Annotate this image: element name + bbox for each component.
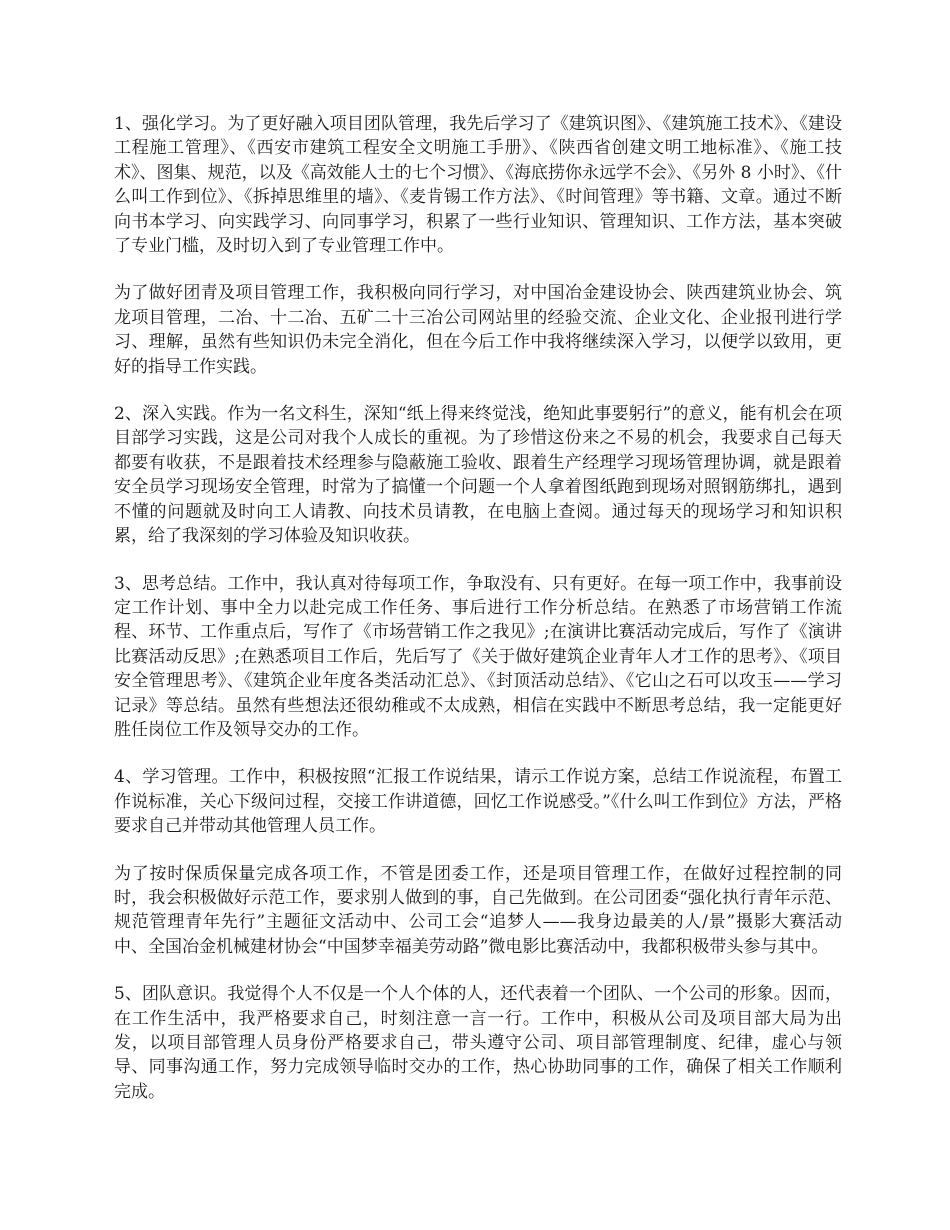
paragraph-reflection: 3、思考总结。工作中，我认真对待每项工作，争取没有、只有更好。在每一项工作中，我事前设定工作计划、事中全力以赴完成工作任务、事后进行工作分析总结。在熟悉了市场营销工作流程、环节、工作重点后，写作了《市场营销工作之我见》;在演讲比赛活动完成后，写作了《演讲比赛活动反思》;在熟悉项目工作后，先后写了《关于做好建筑企业青年人才工作的思考》、《项目安全管理思考》、《建筑企业年度各类活动汇总》、《封顶活动总结》、《它山之石可以攻玉——学习记录》等总结。虽然有些想法还很幼稚或不太成熟，相信在实践中不断思考总结，我一定能更好胜任岗位工作及领导交办的工作。 xyxy=(114,573,842,740)
paragraph-practice: 2、深入实践。作为一名文科生，深知“纸上得来终觉浅，绝知此事要躬行”的意义，能有机会在项目部学习实践，这是公司对我个人成长的重视。为了珍惜这份来之不易的机会，我要求自己每天都要有收获，不是跟着技术经理参与隐蔽施工验收、跟着生产经理学习现场管理协调，就是跟着安全员学习现场安全管理，时常为了搞懂一个问题一个人拿着图纸跑到现场对照钢筋绑扎，遇到不懂的问题就及时向工人请教、向技术员请教，在电脑上查阅。通过每天的现场学习和知识积累，给了我深刻的学习体验及知识收获。 xyxy=(114,404,842,547)
paragraph-management: 4、学习管理。工作中，积极按照“汇报工作说结果，请示工作说方案，总结工作说流程，布置工作说标准，关心下级问过程，交接工作讲道德，回忆工作说感受。”《什么叫工作到位》方法，严格要求自己并带动其他管理人员工作。 xyxy=(114,767,842,837)
paragraph-leading-by-example: 为了按时保质保量完成各项工作，不管是团委工作，还是项目管理工作，在做好过程控制的同时，我会积极做好示范工作，要求别人做到的事，自己先做到。在公司团委“强化执行青年示范、规范管理青年先行”主题征文活动中、公司工会“追梦人——我身边最美的人/景”摄影大赛活动中、全国冶金机械建材协会“中国梦幸福美劳动路”微电影比赛活动中，我都积极带头参与其中。 xyxy=(114,863,842,957)
paragraph-teamwork: 5、团队意识。我觉得个人不仅是一个人个体的人，还代表着一个团队、一个公司的形象。因而，在工作生活中，我严格要求自己，时刻注意一言一行。工作中，积极从公司及项目部大局为出发，以项目部管理人员身份严格要求自己，带头遵守公司、项目部管理制度、纪律，虚心与领导、同事沟通工作，努力完成领导临时交办的工作，热心协助同事的工作，确保了相关工作顺利完成。 xyxy=(114,984,842,1102)
paragraph-study: 1、强化学习。为了更好融入项目团队管理，我先后学习了《建筑识图》、《建筑施工技术》、《建设工程施工管理》、《西安市建筑工程安全文明施工手册》、《陕西省创建文明工地标准》、《施工技术》、图集、规范，以及《高效能人士的七个习惯》、《海底捞你永远学不会》、《另外 8 小时》、《什么叫工作到位》、《拆掉思维里的墙》、《麦肯锡工作方法》、《时间管理》等书籍、文章。通过不断向书本学习、向实践学习、向同事学习，积累了一些行业知识、管理知识、工作方法，基本突破了专业门槛，及时切入到了专业管理工作中。 xyxy=(114,114,842,257)
document-body xyxy=(114,112,842,1127)
paragraph-peer-learning: 为了做好团青及项目管理工作，我积极向同行学习，对中国冶金建设协会、陕西建筑业协会、筑龙项目管理，二冶、十二冶、五矿二十三冶公司网站里的经验交流、企业文化、企业报刊进行学习、理解，虽然有些知识仍未完全消化，但在今后工作中我将继续深入学习，以便学以致用，更好的指导工作实践。 xyxy=(114,283,842,377)
